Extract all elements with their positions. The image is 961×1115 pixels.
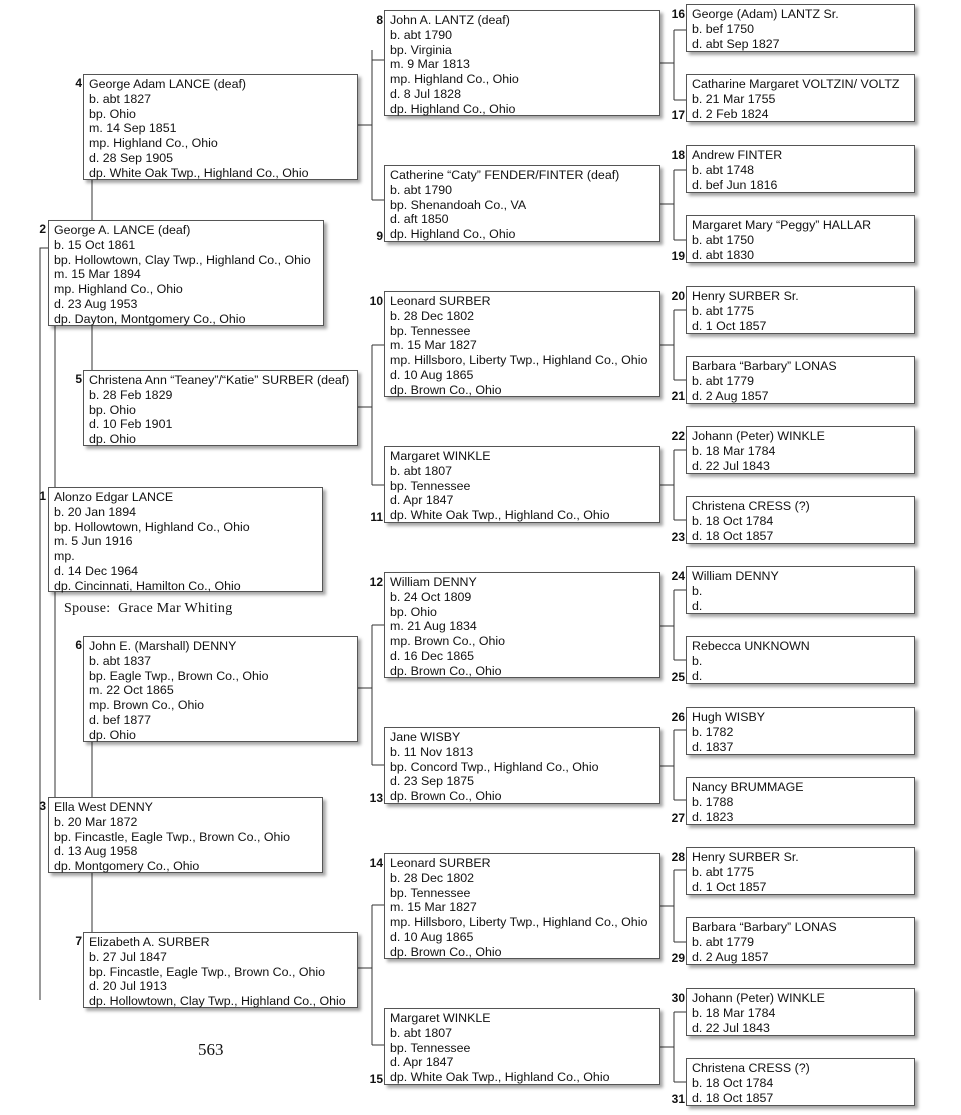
person-box-19[interactable]	[686, 215, 915, 263]
person-marriage: m. 14 Sep 1851	[89, 121, 177, 136]
person-marriage-place: mp. Highland Co., Ohio	[54, 282, 183, 297]
person-number: 6	[75, 638, 82, 652]
person-number: 3	[39, 799, 46, 813]
person-birth: b. 20 Mar 1872	[54, 814, 138, 829]
person-name: Jane WISBY	[390, 730, 461, 744]
person-death: d. 10 Aug 1865	[390, 929, 474, 944]
person-birthplace: bp. Concord Twp., Highland Co., Ohio	[390, 759, 599, 774]
person-name: Henry SURBER Sr.	[692, 289, 799, 303]
person-number: 2	[39, 222, 46, 236]
person-birth: b. abt 1748	[692, 162, 755, 177]
person-birth: b. abt 1790	[390, 27, 453, 42]
person-death-place: dp. Highland Co., Ohio	[390, 101, 516, 116]
person-death: d.	[692, 668, 703, 683]
person-death: d. bef Jun 1816	[692, 177, 778, 192]
person-name: Ella West DENNY	[54, 800, 153, 814]
person-death-place: dp. Brown Co., Ohio	[390, 382, 502, 397]
person-box-6[interactable]	[83, 636, 358, 742]
person-death: d. 18 Oct 1857	[692, 528, 774, 543]
person-death: d. 2 Aug 1857	[692, 388, 769, 403]
person-death: d. Apr 1847	[390, 1055, 454, 1070]
person-birthplace: bp. Virginia	[390, 42, 452, 57]
person-birthplace: bp. Hollowtown, Highland Co., Ohio	[54, 519, 250, 534]
person-number: 23	[671, 530, 685, 544]
person-name: George (Adam) LANTZ Sr.	[692, 7, 839, 21]
person-name: William DENNY	[692, 569, 779, 583]
person-death-place: dp. Highland Co., Ohio	[390, 227, 516, 242]
person-number: 17	[671, 108, 685, 122]
person-birth: b. 27 Jul 1847	[89, 949, 167, 964]
person-death: d. 8 Jul 1828	[390, 86, 461, 101]
person-death: d. 23 Sep 1875	[390, 774, 475, 789]
person-death-place: dp. Ohio	[89, 727, 136, 742]
person-number: 21	[671, 389, 685, 403]
person-death: d. 10 Feb 1901	[89, 417, 173, 432]
person-birthplace: bp. Tennessee	[390, 1040, 471, 1055]
person-number: 29	[671, 951, 685, 965]
person-marriage-place: mp. Hillsboro, Liberty Twp., Highland Co., Ohio	[390, 915, 648, 930]
person-box-18[interactable]	[686, 145, 915, 193]
person-birth: b. abt 1807	[390, 1025, 453, 1040]
person-marriage-place: mp. Highland Co., Ohio	[390, 72, 519, 87]
person-marriage-place: mp. Brown Co., Ohio	[390, 634, 506, 649]
person-box-29[interactable]	[686, 917, 915, 965]
person-box-11[interactable]	[384, 446, 660, 523]
person-box-30[interactable]	[686, 988, 915, 1036]
person-death: d. 20 Jul 1913	[89, 979, 167, 994]
person-marriage-place: mp. Brown Co., Ohio	[89, 698, 205, 713]
person-number: 12	[369, 575, 383, 589]
person-death: d. 1837	[692, 739, 734, 754]
person-birth: b. bef 1750	[692, 21, 755, 36]
person-birthplace: bp. Ohio	[89, 106, 136, 121]
person-number: 31	[671, 1092, 685, 1106]
person-number: 22	[671, 429, 685, 443]
person-death: d. abt Sep 1827	[692, 36, 780, 51]
person-name: Barbara “Barbary” LONAS	[692, 920, 837, 934]
person-box-22[interactable]	[686, 426, 915, 474]
person-number: 18	[671, 148, 685, 162]
spouse-label: Spouse:	[64, 601, 111, 616]
person-number: 14	[369, 856, 383, 870]
person-number: 4	[75, 76, 82, 90]
person-name: George A. LANCE (deaf)	[54, 223, 191, 237]
person-death: d.	[692, 598, 703, 613]
person-name: Andrew FINTER	[692, 148, 783, 162]
person-name: Catherine “Caty” FENDER/FINTER (deaf)	[390, 168, 620, 182]
person-death-place: dp. Montgomery Co., Ohio	[54, 859, 200, 874]
person-death: d. 23 Aug 1953	[54, 296, 138, 311]
person-name: Henry SURBER Sr.	[692, 850, 799, 864]
person-birthplace: bp. Shenandoah Co., VA	[390, 197, 527, 212]
person-death: d. 2 Aug 1857	[692, 949, 769, 964]
person-birth: b. 15 Oct 1861	[54, 237, 136, 252]
person-death-place: dp. White Oak Twp., Highland Co., Ohio	[390, 508, 610, 523]
person-number: 1	[39, 489, 46, 503]
person-box-2[interactable]	[48, 220, 324, 326]
person-name: Johann (Peter) WINKLE	[692, 991, 825, 1005]
person-death-place: dp. White Oak Twp., Highland Co., Ohio	[390, 1070, 610, 1085]
person-box-24[interactable]	[686, 566, 915, 614]
person-death-place: dp. White Oak Twp., Highland Co., Ohio	[89, 165, 309, 180]
person-death: d. aft 1850	[390, 212, 449, 227]
person-birthplace: bp. Tennessee	[390, 478, 471, 493]
person-birthplace: bp. Eagle Twp., Brown Co., Ohio	[89, 668, 269, 683]
person-box-15[interactable]	[384, 1008, 660, 1085]
person-name: Nancy BRUMMAGE	[692, 780, 804, 794]
person-box-23[interactable]	[686, 496, 915, 544]
person-death: d. 2 Feb 1824	[692, 106, 769, 121]
person-box-31[interactable]	[686, 1058, 915, 1106]
person-death-place: dp. Cincinnati, Hamilton Co., Ohio	[54, 578, 241, 593]
person-number: 13	[369, 791, 383, 805]
person-birth: b. abt 1775	[692, 864, 755, 879]
person-birth: b. 20 Jan 1894	[54, 504, 136, 519]
person-box-9[interactable]	[384, 165, 660, 242]
person-name: Johann (Peter) WINKLE	[692, 429, 825, 443]
person-name: Christena CRESS (?)	[692, 499, 810, 513]
person-box-7[interactable]	[83, 932, 358, 1008]
person-death: d. 14 Dec 1964	[54, 563, 139, 578]
person-death: d. 1 Oct 1857	[692, 879, 767, 894]
person-birth: b. abt 1827	[89, 91, 152, 106]
person-birth: b.	[692, 653, 703, 668]
person-name: Margaret Mary “Peggy” HALLAR	[692, 218, 872, 232]
person-death: d. 28 Sep 1905	[89, 150, 174, 165]
person-number: 24	[671, 569, 685, 583]
person-name: Leonard SURBER	[390, 856, 491, 870]
person-death: d. 22 Jul 1843	[692, 1020, 770, 1035]
person-marriage: m. 15 Mar 1827	[390, 900, 477, 915]
person-birth: b. 28 Dec 1802	[390, 870, 475, 885]
person-number: 10	[369, 294, 383, 308]
person-birth: b. 1782	[692, 724, 734, 739]
person-number: 16	[671, 7, 685, 21]
person-death: d. Apr 1847	[390, 493, 454, 508]
person-box-21[interactable]	[686, 356, 915, 404]
person-birth: b. abt 1837	[89, 653, 152, 668]
person-birth: b. abt 1779	[692, 934, 755, 949]
person-box-16[interactable]	[686, 4, 915, 52]
spouse-name: Grace Mar Whiting	[118, 601, 233, 616]
person-birth: b. 24 Oct 1809	[390, 589, 472, 604]
person-death-place: dp. Brown Co., Ohio	[390, 944, 502, 959]
person-number: 19	[671, 249, 685, 263]
person-birthplace: bp. Tennessee	[390, 885, 471, 900]
person-box-28[interactable]	[686, 847, 915, 895]
person-birth: b. 11 Nov 1813	[390, 744, 474, 759]
person-birth: b. abt 1779	[692, 373, 755, 388]
person-box-13[interactable]	[384, 727, 660, 804]
person-box-3[interactable]	[48, 797, 323, 873]
person-box-25[interactable]	[686, 636, 915, 684]
person-birth: b. 18 Oct 1784	[692, 1075, 774, 1090]
person-number: 30	[671, 991, 685, 1005]
person-name: Catharine Margaret VOLTZIN/ VOLTZ	[692, 77, 900, 91]
person-death: d. 10 Aug 1865	[390, 367, 474, 382]
person-death: d. 1823	[692, 809, 734, 824]
person-box-27[interactable]	[686, 777, 915, 825]
person-birth: b. 1788	[692, 794, 734, 809]
person-marriage-place: mp. Hillsboro, Liberty Twp., Highland Co., Ohio	[390, 353, 648, 368]
person-number: 7	[75, 934, 82, 948]
person-number: 28	[671, 850, 685, 864]
person-birth: b.	[692, 583, 703, 598]
person-box-5[interactable]	[83, 370, 358, 446]
person-number: 9	[376, 229, 383, 243]
person-name: William DENNY	[390, 575, 477, 589]
person-death: d. bef 1877	[89, 712, 152, 727]
person-birth: b. 28 Feb 1829	[89, 387, 173, 402]
person-death-place: dp. Hollowtown, Clay Twp., Highland Co., Ohio	[89, 994, 346, 1009]
person-name: John A. LANTZ (deaf)	[390, 13, 510, 27]
person-name: Margaret WINKLE	[390, 449, 491, 463]
person-name: Leonard SURBER	[390, 294, 491, 308]
person-death: d. 22 Jul 1843	[692, 458, 770, 473]
person-birth: b. abt 1775	[692, 303, 755, 318]
person-box-4[interactable]	[83, 74, 358, 180]
person-number: 20	[671, 289, 685, 303]
person-death-place: dp. Dayton, Montgomery Co., Ohio	[54, 311, 246, 326]
person-marriage: m. 21 Aug 1834	[390, 619, 477, 634]
person-marriage: m. 9 Mar 1813	[390, 57, 470, 72]
person-box-10[interactable]	[384, 291, 660, 397]
person-birth: b. abt 1790	[390, 182, 453, 197]
person-box-8[interactable]	[384, 10, 660, 116]
person-marriage: m. 22 Oct 1865	[89, 683, 174, 698]
person-number: 8	[376, 13, 383, 27]
person-birth: b. 18 Mar 1784	[692, 443, 776, 458]
person-death: d. 18 Oct 1857	[692, 1090, 774, 1105]
person-name: Margaret WINKLE	[390, 1011, 491, 1025]
person-name: Alonzo Edgar LANCE	[54, 490, 174, 504]
person-box-12[interactable]	[384, 572, 660, 678]
person-death: d. 13 Aug 1958	[54, 844, 138, 859]
person-birthplace: bp. Fincastle, Eagle Twp., Brown Co., Ohio	[89, 964, 325, 979]
person-birth: b. 21 Mar 1755	[692, 91, 776, 106]
person-birth: b. abt 1807	[390, 463, 453, 478]
page-number: 563	[198, 1040, 224, 1059]
person-death-place: dp. Brown Co., Ohio	[390, 789, 502, 804]
person-marriage: m. 5 Jun 1916	[54, 534, 133, 549]
person-birthplace: bp. Fincastle, Eagle Twp., Brown Co., Ohio	[54, 829, 290, 844]
person-birthplace: bp. Tennessee	[390, 323, 471, 338]
person-death-place: dp. Ohio	[89, 432, 136, 447]
spouse-line	[64, 601, 233, 617]
person-name: Elizabeth A. SURBER	[89, 935, 210, 949]
person-name: Rebecca UNKNOWN	[692, 639, 810, 653]
person-death-place: dp. Brown Co., Ohio	[390, 663, 502, 678]
person-number: 27	[671, 811, 685, 825]
person-birthplace: bp. Hollowtown, Clay Twp., Highland Co., Ohio	[54, 252, 311, 267]
person-box-14[interactable]	[384, 853, 660, 959]
person-birth: b. 18 Oct 1784	[692, 513, 774, 528]
person-marriage-place: mp. Highland Co., Ohio	[89, 136, 218, 151]
person-box-20[interactable]	[686, 286, 915, 334]
person-box-1[interactable]	[48, 487, 323, 592]
person-birthplace: bp. Ohio	[89, 402, 136, 417]
person-number: 5	[75, 372, 82, 386]
person-name: John E. (Marshall) DENNY	[89, 639, 237, 653]
person-number: 15	[369, 1072, 383, 1086]
person-death: d. 16 Dec 1865	[390, 648, 475, 663]
person-name: George Adam LANCE (deaf)	[89, 77, 247, 91]
person-marriage: m. 15 Mar 1894	[54, 267, 141, 282]
person-marriage: m. 15 Mar 1827	[390, 338, 477, 353]
person-box-26[interactable]	[686, 707, 915, 755]
person-name: Hugh WISBY	[692, 710, 765, 724]
person-birthplace: bp. Ohio	[390, 604, 437, 619]
person-birth: b. 18 Mar 1784	[692, 1005, 776, 1020]
person-name: Barbara “Barbary” LONAS	[692, 359, 837, 373]
person-name: Christena Ann “Teaney”/“Katie” SURBER (deaf)	[89, 373, 350, 387]
person-birth: b. 28 Dec 1802	[390, 308, 475, 323]
person-box-17[interactable]	[686, 74, 915, 122]
person-number: 26	[671, 710, 685, 724]
person-marriage-place: mp.	[54, 549, 75, 564]
person-birth: b. abt 1750	[692, 232, 755, 247]
person-name: Christena CRESS (?)	[692, 1061, 810, 1075]
person-number: 11	[370, 510, 383, 524]
person-death: d. 1 Oct 1857	[692, 318, 767, 333]
person-number: 25	[671, 670, 685, 684]
person-death: d. abt 1830	[692, 247, 755, 262]
